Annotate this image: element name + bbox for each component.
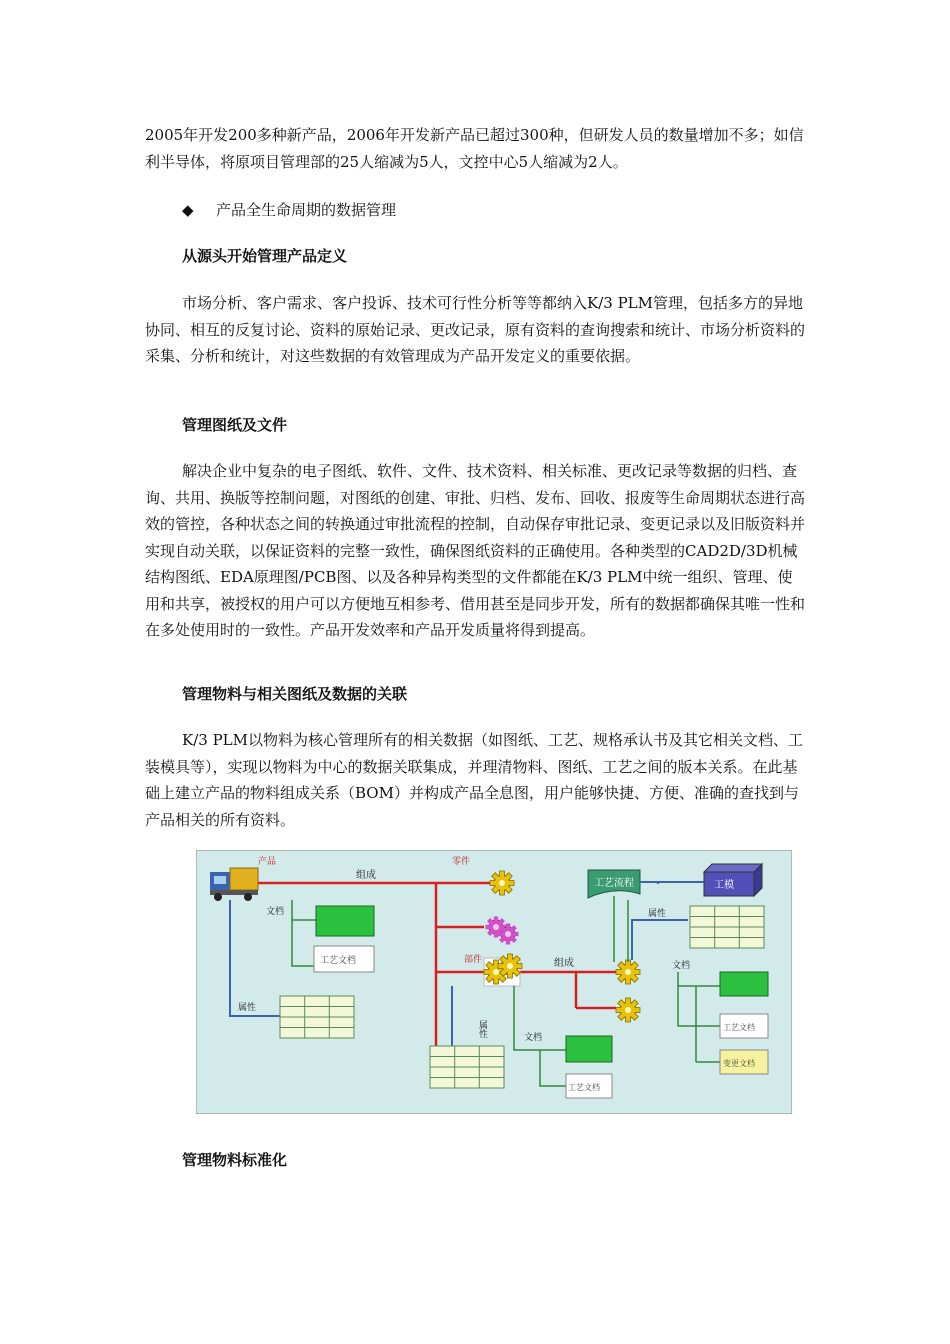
gear-icon (498, 954, 522, 978)
svg-text:变更文档: 变更文档 (723, 1059, 755, 1068)
label-product: 产品 (258, 857, 277, 867)
label-parts: 零件 (452, 857, 471, 867)
bullet-item (182, 197, 396, 223)
label-compose-2: 组成 (554, 958, 574, 969)
label-attribute-3: 属性 (648, 909, 667, 919)
paragraph-drawings-files: 解决企业中复杂的电子图纸、软件、文件、技术资料、相关标准、更改记录等数据的归档、查询、共用、换版等控制问题，对图纸的创建、审批、归档、发布、回收、报废等生命周期状态进行高效的管控，各种状态之间的转换通过审批流程的控制，自动保存审批记录、变更记录以及旧版资料并实现自动关联，以保证资料的完整一致性，确保图纸资料的正确使用。各种类型的CAD2D/3D机械结构图纸、EDA原理图/PCB图、以及各种异构类型的文件都能在K/3 PLM中统一组织、管理、使用和共享，被授权的用户可以方便地互相参考、借用甚至是同步开发，所有的数据都确保其唯一性和在多处使用时的一致性。产品开发效率和产品开发质量将得到提高。 (145, 462, 806, 639)
heading-material-standardization: 管理物料标准化 (182, 1151, 288, 1169)
label-document-3: 文档 (672, 961, 691, 971)
process-document-2 (566, 1074, 612, 1098)
process-document-3 (720, 1014, 768, 1038)
label-attribute-1: 属性 (238, 1003, 257, 1013)
label-compose-1: 组成 (356, 870, 376, 881)
paragraph-product-definition: 市场分析、客户需求、客户投诉、技术可行性分析等等都纳入K/3 PLM管理，包括多方的异地协同、相互的反复讨论、资料的原始记录、更改记录，原有资料的查询搜索和统计、市场分析资料的采集、分析和统计，对这些数据的有效管理成为产品开发定义的重要依据。 (145, 294, 806, 365)
paragraph-intro: 2005年开发200多种新产品，2006年开发新产品已超过300种，但研发人员的数量增加不多；如信利半导体，将原项目管理部的25人缩减为5人，文控中心5人缩减为2人。 (145, 126, 804, 171)
bullet-text: 产品全生命周期的数据管理 (216, 201, 397, 219)
document-green-1 (316, 906, 374, 936)
gear-icon (498, 924, 519, 945)
diamond-bullet-icon: ◆ (182, 201, 194, 219)
attribute-table-1 (280, 996, 354, 1038)
change-document (720, 1050, 768, 1074)
label-attribute-2: 属性 (477, 1020, 487, 1038)
gear-icon (616, 960, 640, 984)
document-green-3 (720, 972, 768, 996)
svg-text:工艺流程: 工艺流程 (594, 878, 634, 889)
svg-text:工艺文档: 工艺文档 (320, 956, 357, 966)
svg-text:工艺文档: 工艺文档 (723, 1023, 755, 1032)
attribute-table-2 (430, 1046, 504, 1088)
bom-diagram (196, 850, 792, 1114)
svg-text:工艺文档: 工艺文档 (568, 1083, 600, 1092)
process-document-1 (314, 946, 374, 972)
heading-material-association: 管理物料与相关图纸及数据的关联 (182, 685, 408, 703)
gear-icon (490, 871, 514, 895)
attribute-table-3 (690, 906, 764, 948)
document-green-2 (566, 1036, 612, 1062)
gear-icon (616, 998, 640, 1022)
label-document-2: 文档 (524, 1033, 543, 1043)
label-document-1: 文档 (266, 907, 285, 917)
label-component: 部件 (464, 955, 483, 965)
tooling-box (704, 864, 762, 896)
svg-text:工模: 工模 (714, 880, 734, 891)
heading-product-definition: 从源头开始管理产品定义 (182, 247, 348, 265)
heading-drawings-files: 管理图纸及文件 (182, 416, 288, 434)
paragraph-material-association: K/3 PLM以物料为核心管理所有的相关数据（如图纸、工艺、规格承认书及其它相关文档、工装模具等），实现以物料为中心的数据关联集成，并理清物料、图纸、工艺之间的版本关系。在此基础上建立产品的物料组成关系（BOM）并构成产品全息图，用户能够快捷、方便、准确的查找到与产品相关的所有资料。 (145, 731, 803, 829)
